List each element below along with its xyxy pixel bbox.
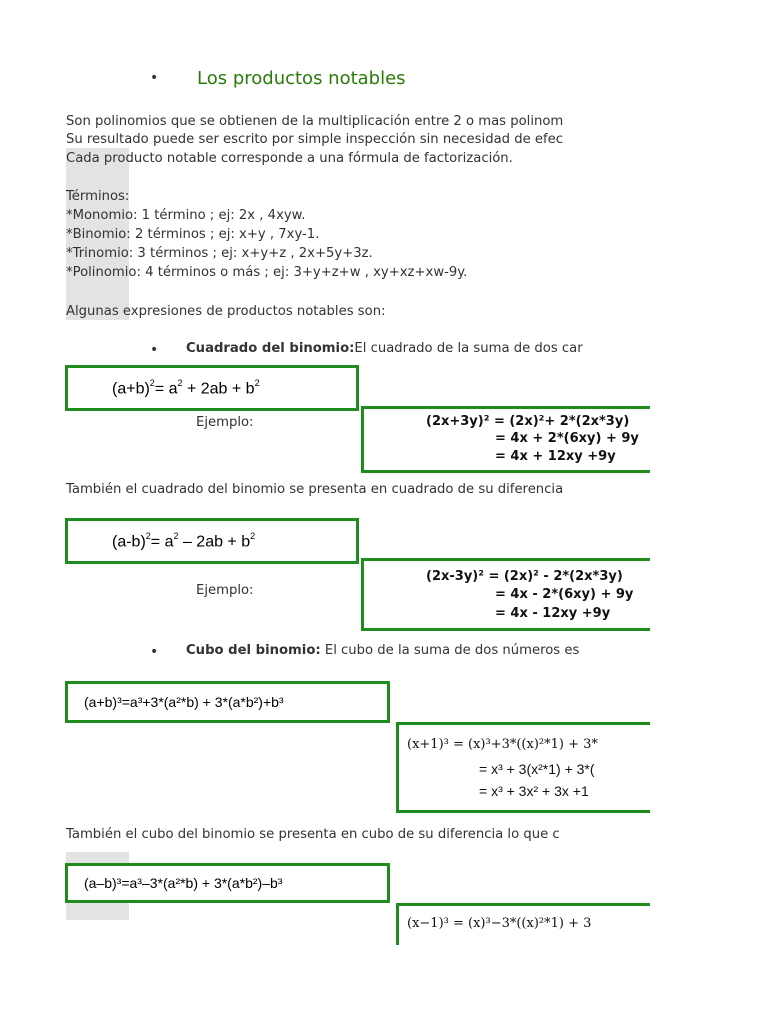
- terms-heading: Términos:: [66, 189, 130, 204]
- formula-square-sum: $(a+b)^2= a^2 + 2ab + b^2$: [112, 378, 260, 398]
- formula-cube-diff: (a–b)³=a³–3*(a²*b) + 3*(a*b²)–b³: [84, 875, 283, 891]
- term-monomio: *Monomio: 1 término ; ej: 2x , 4xyw.: [66, 208, 306, 223]
- square-diff-text: También el cuadrado del binomio se presenta en cuadrado de su diferencia: [66, 482, 564, 497]
- cube-diff-text: También el cubo del binomio se presenta en cubo de su diferencia lo que c: [66, 827, 560, 842]
- example-box-4: [396, 903, 650, 945]
- example-box-3: [396, 722, 650, 813]
- formula-square-diff: $(a-b)^2= a^2 - 2ab + b^2$: [112, 531, 256, 551]
- example2-line2: = 4x - 2*(6xy) + 9y: [495, 587, 634, 602]
- example4-line1: (x−1)³ = (x)³−3*((x)²*1) + 3: [407, 916, 592, 931]
- formula-box-cube-sum: [65, 681, 390, 723]
- example2-line1: (2x-3y)² = (2x)² - 2*(2x*3y): [426, 569, 623, 584]
- section1-text: El cuadrado de la suma de dos car: [354, 341, 583, 356]
- example2-line3: = 4x - 12xy +9y: [495, 606, 611, 621]
- example-box-1: [361, 406, 650, 473]
- formula-cube-sum: (a+b)³=a³+3*(a²*b) + 3*(a*b²)+b³: [84, 694, 284, 710]
- example3-line1: (x+1)³ = (x)³+3*((x)²*1) + 3*: [407, 737, 598, 752]
- intro-line-3: Cada producto notable corresponde a una fórmula de factorización.: [66, 151, 513, 166]
- formula-box-square-diff: [65, 518, 359, 564]
- example1-line1: (2x+3y)² = (2x)²+ 2*(2x*3y): [426, 414, 630, 429]
- some-expressions-text: Algunas expresiones de productos notables son:: [66, 304, 386, 319]
- section2-bullet: •: [150, 644, 159, 660]
- section1-bullet: •: [150, 342, 159, 358]
- example1-line3: = 4x + 12xy +9y: [495, 449, 616, 464]
- term-trinomio: *Trinomio: 3 términos ; ej: x+y+z , 2x+5y+3z.: [66, 246, 373, 261]
- section1-bold: Cuadrado del binomio:: [186, 341, 355, 356]
- example3-line3: = x³ + 3x² + 3x +1: [479, 783, 589, 799]
- section1-line: [186, 341, 583, 356]
- example-box-2: [361, 558, 650, 631]
- ejemplo-label-2: Ejemplo:: [196, 583, 254, 598]
- example3-line2: = x³ + 3(x²*1) + 3*(: [479, 761, 595, 777]
- example1-line2: = 4x + 2*(6xy) + 9y: [495, 431, 639, 446]
- intro-line-2: Su resultado puede ser escrito por simple inspección sin necesidad de efec: [66, 132, 564, 147]
- ejemplo-label-1: Ejemplo:: [196, 415, 254, 430]
- formula-box-square-sum: [65, 365, 359, 411]
- section2-line: [186, 643, 579, 658]
- formula-box-cube-diff: [65, 863, 390, 903]
- section2-bold: Cubo del binomio:: [186, 643, 321, 658]
- section2-text: El cubo de la suma de dos números es: [320, 643, 580, 658]
- page-title: Los productos notables: [197, 68, 406, 89]
- title-bullet: •: [150, 70, 159, 86]
- intro-line-1: Son polinomios que se obtienen de la multiplicación entre 2 o mas polinom: [66, 114, 564, 129]
- term-polinomio: *Polinomio: 4 términos o más ; ej: 3+y+z+w , xy+xz+xw-9y.: [66, 265, 468, 280]
- term-binomio: *Binomio: 2 términos ; ej: x+y , 7xy-1.: [66, 227, 320, 242]
